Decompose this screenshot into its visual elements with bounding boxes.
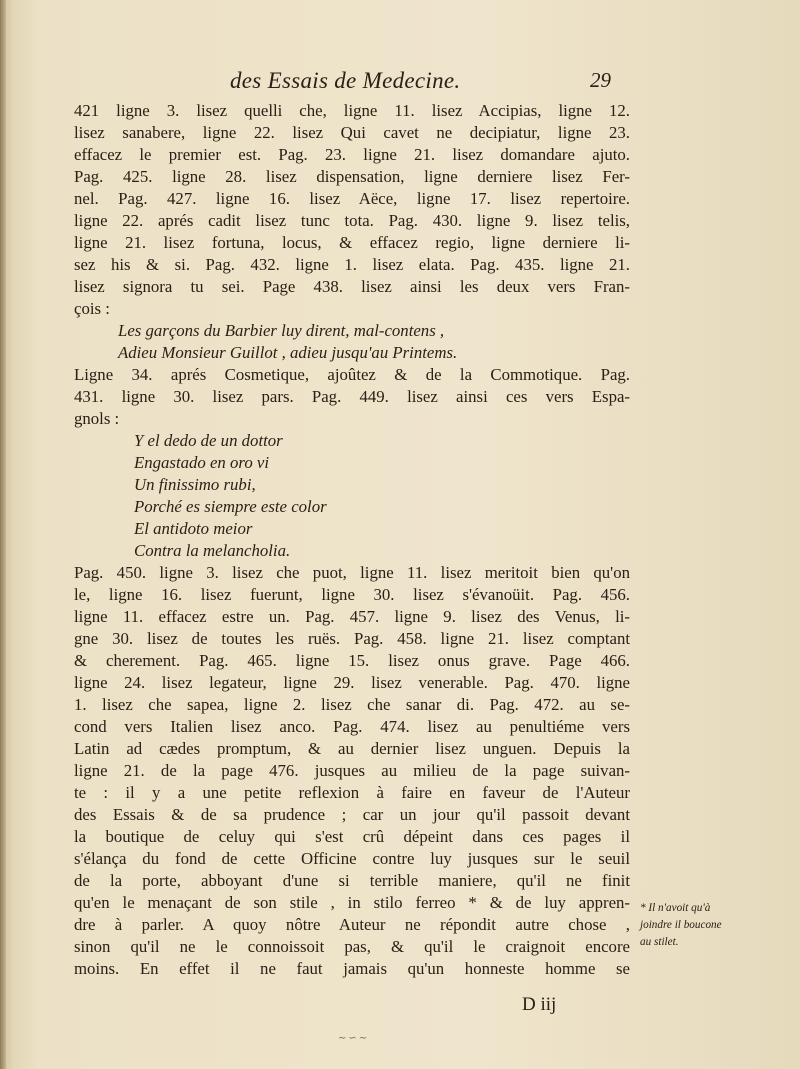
text-line: ligne 21. de la page 476. jusques au milieu de la page suivan- bbox=[74, 761, 630, 780]
text-line: dre à parler. A quoy nôtre Auteur ne répondit autre chose , bbox=[74, 915, 630, 934]
verse-line: Les garçons du Barbier luy dirent, mal-contens , bbox=[118, 321, 445, 340]
errata-text-block bbox=[74, 100, 630, 980]
signature-mark: D iij bbox=[522, 994, 557, 1015]
text-line: la boutique de celuy qui s'est crû dépeint dans ces pages il bbox=[74, 827, 630, 846]
text-line: effacez le premier est. Pag. 23. ligne 21. lisez domandare ajuto. bbox=[74, 145, 630, 164]
verse-line: El antidoto meior bbox=[134, 519, 253, 538]
running-title: des Essais de Medecine. bbox=[230, 68, 461, 93]
verse-line: Adieu Monsieur Guillot , adieu jusqu'au Printems. bbox=[118, 343, 458, 362]
text-line: Latin ad cædes promptum, & au dernier lisez unguen. Depuis la bbox=[74, 739, 630, 758]
text-line: ligne 21. lisez fortuna, locus, & effacez regio, ligne derniere li- bbox=[74, 233, 630, 252]
text-line: lisez sanabere, ligne 22. lisez Qui cavet ne decipiatur, ligne 23. bbox=[74, 123, 630, 142]
page-number: 29 bbox=[590, 68, 611, 92]
text-line: moins. En effet il ne faut jamais qu'un honneste homme se bbox=[74, 959, 630, 978]
text-line: des Essais & de sa prudence ; car un jour qu'il passoit devant bbox=[74, 805, 630, 824]
text-line: te : il y a une petite reflexion à faire en faveur de l'Auteur bbox=[74, 783, 630, 802]
text-line: gne 30. lisez de toutes les ruës. Pag. 458. ligne 21. lisez comptant bbox=[74, 629, 630, 648]
margin-note-line: au stilet. bbox=[640, 936, 679, 948]
text-line: le, ligne 16. lisez fuerunt, ligne 30. lisez s'évanoüit. Pag. 456. bbox=[74, 585, 630, 604]
verse-line: Y el dedo de un dottor bbox=[134, 431, 283, 450]
text-line: 1. lisez che sapea, ligne 2. lisez che sanar di. Pag. 472. au se- bbox=[74, 695, 630, 714]
text-line: lisez signora tu sei. Page 438. lisez ainsi les deux vers Fran- bbox=[74, 277, 630, 296]
text-line: ligne 11. effacez estre un. Pag. 457. ligne 9. lisez des Venus, li- bbox=[74, 607, 630, 626]
margin-note-line: * Il n'avoit qu'à bbox=[640, 902, 711, 914]
verse-line: Contra la melancholia. bbox=[134, 541, 291, 560]
verse-line: Porché es siempre este color bbox=[134, 497, 327, 516]
text-line: 421 ligne 3. lisez quelli che, ligne 11. lisez Accipias, ligne 12. bbox=[74, 101, 630, 120]
text-line: gnols : bbox=[74, 409, 120, 428]
text-line: Pag. 450. ligne 3. lisez che puot, ligne 11. lisez meritoit bien qu'on bbox=[74, 563, 630, 582]
text-line: 431. ligne 30. lisez pars. Pag. 449. lisez ainsi ces vers Espa- bbox=[74, 387, 630, 406]
text-line: Ligne 34. aprés Cosmetique, ajoûtez & de la Commotique. Pag. bbox=[74, 365, 630, 384]
text-line: sez his & si. Pag. 432. ligne 1. lisez elata. Pag. 435. ligne 21. bbox=[74, 255, 630, 274]
text-line: Pag. 425. ligne 28. lisez dispensation, ligne derniere lisez Fer- bbox=[74, 167, 630, 186]
text-line: s'élança du fond de cette Officine contre luy jusques sur le seuil bbox=[74, 849, 630, 868]
margin-note bbox=[640, 900, 790, 951]
text-line: cond vers Italien lisez anco. Pag. 474. lisez au penultiéme vers bbox=[74, 717, 630, 736]
page-header bbox=[0, 68, 800, 98]
tail-ornament: ∼∽∼ bbox=[338, 1033, 370, 1044]
verse-line: Un finissimo rubi, bbox=[134, 475, 256, 494]
book-binding-edge bbox=[0, 0, 6, 1069]
text-line: çois : bbox=[74, 299, 110, 318]
text-line: ligne 22. aprés cadit lisez tunc tota. Pag. 430. ligne 9. lisez telis, bbox=[74, 211, 630, 230]
text-line: nel. Pag. 427. ligne 16. lisez Aëce, ligne 17. lisez repertoire. bbox=[74, 189, 630, 208]
margin-note-line: joindre il boucone bbox=[640, 919, 722, 931]
text-line: & cherement. Pag. 465. ligne 15. lisez onus grave. Page 466. bbox=[74, 651, 630, 670]
text-line: sinon qu'il ne le connoissoit pas, & qu'il le craignoit encore bbox=[74, 937, 630, 956]
text-line: qu'en le menaçant de son stile , in stilo ferreo * & de luy appren- bbox=[74, 893, 630, 912]
text-line: ligne 24. lisez legateur, ligne 29. lisez venerable. Pag. 470. ligne bbox=[74, 673, 630, 692]
verse-line: Engastado en oro vi bbox=[134, 453, 270, 472]
text-line: de la porte, abboyant d'une si terrible maniere, qu'il ne finit bbox=[74, 871, 630, 890]
